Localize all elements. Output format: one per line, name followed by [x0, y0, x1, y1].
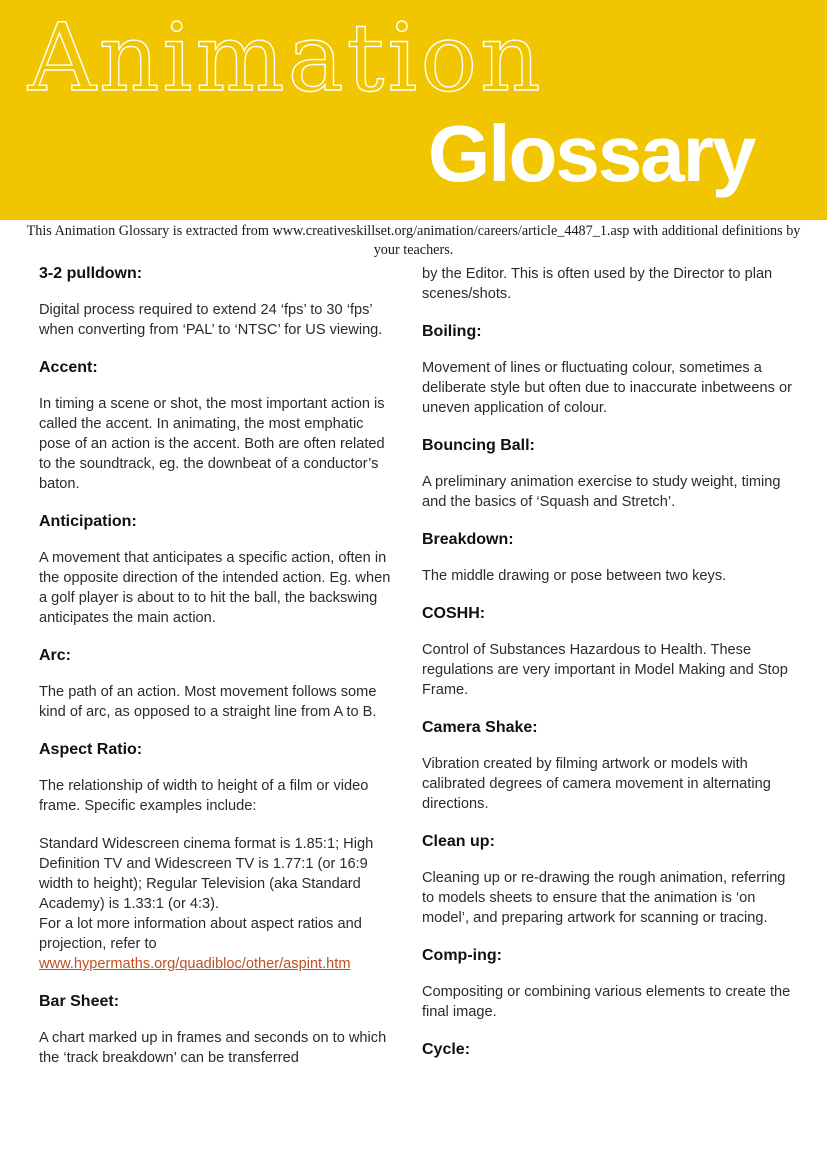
definition-coshh: Control of Substances Hazardous to Health. These regulations are very important in Model Making and Stop Frame. — [422, 642, 788, 698]
term-boiling: Boiling: — [422, 323, 482, 340]
definition-arc: The path of an action. Most movement follows some kind of arc, as opposed to a straight line from A to B. — [39, 684, 377, 720]
definition-boiling: Movement of lines or fluctuating colour, sometimes a deliberate style but often due to inaccurate inbetweens or uneven application of colour. — [422, 360, 792, 416]
term-3-2-pulldown: 3-2 pulldown: — [39, 265, 143, 282]
definition-clean-up: Cleaning up or re-drawing the rough animation, referring to models sheets to ensure that the animation is ‘on model’, and preparing artwork for scanning or tracing. — [422, 870, 786, 926]
aspect-ratio-more-text: For a lot more information about aspect ratios and projection, refer to — [39, 916, 362, 952]
intro-text: This Animation Glossary is extracted from www.creativeskillset.org/animation/careers/article_4487_1.asp with additional definitions by your teachers. — [26, 223, 801, 258]
definition-aspect-ratio-more — [39, 914, 391, 974]
term-coshh: COSHH: — [422, 605, 486, 622]
banner-title-glossary: Glossary — [428, 109, 755, 198]
definition-aspect-ratio-body — [39, 834, 391, 974]
term-breakdown: Breakdown: — [422, 531, 514, 548]
definition-breakdown: The middle drawing or pose between two keys. — [422, 568, 727, 584]
definition-anticipation: A movement that anticipates a specific action, often in the opposite direction of the intended action. Eg. when a golf player is about to to hit the ball, the backswing anticipates the main action. — [39, 550, 391, 626]
definition-bar-sheet-continued: by the Editor. This is often used by the Director to plan scenes/shots. — [422, 266, 773, 302]
term-bouncing-ball: Bouncing Ball: — [422, 437, 535, 454]
term-comp-ing: Comp-ing: — [422, 947, 502, 964]
definition-camera-shake: Vibration created by filming artwork or models with calibrated degrees of camera movement in alternating directions. — [422, 756, 771, 812]
term-cycle: Cycle: — [422, 1041, 471, 1058]
term-camera-shake: Camera Shake: — [422, 719, 538, 736]
definition-3-2-pulldown: Digital process required to extend 24 ‘fps’ to 30 ‘fps’ when converting from ‘PAL’ to ‘NTSC’ for US viewing. — [39, 302, 383, 338]
header-banner — [0, 0, 827, 220]
definition-aspect-ratio-formats: Standard Widescreen cinema format is 1.85:1; High Definition TV and Widescreen TV is 1.77:1 (or 16:9 width to height); Regular Television (aka Standard Academy) is 1.33:1 (or 4:3). — [39, 836, 374, 912]
left-column — [39, 264, 391, 1086]
definition-bouncing-ball: A preliminary animation exercise to study weight, timing and the basics of ‘Squash and Stretch’. — [422, 474, 781, 510]
term-bar-sheet: Bar Sheet: — [39, 993, 120, 1010]
right-column — [422, 264, 794, 1076]
definition-accent: In timing a scene or shot, the most important action is called the accent. In animating, the most emphatic pose of an action is the accent. Both are often related to the soundtrack, eg. the downbeat of a conductor’s baton. — [39, 396, 385, 492]
term-arc: Arc: — [39, 647, 72, 664]
term-aspect-ratio: Aspect Ratio: — [39, 741, 143, 758]
term-accent: Accent: — [39, 359, 98, 376]
definition-comp-ing: Compositing or combining various elements to create the final image. — [422, 984, 791, 1020]
hypermaths-link[interactable]: www.hypermaths.org/quadibloc/other/aspint.htm — [39, 956, 351, 972]
term-clean-up: Clean up: — [422, 833, 495, 850]
definition-aspect-ratio-intro: The relationship of width to height of a film or video frame. Specific examples include: — [39, 778, 369, 814]
definition-bar-sheet: A chart marked up in frames and seconds on to which the ‘track breakdown’ can be transferred — [39, 1030, 387, 1066]
banner-title-animation: Animation — [28, 4, 544, 113]
term-anticipation: Anticipation: — [39, 513, 137, 530]
